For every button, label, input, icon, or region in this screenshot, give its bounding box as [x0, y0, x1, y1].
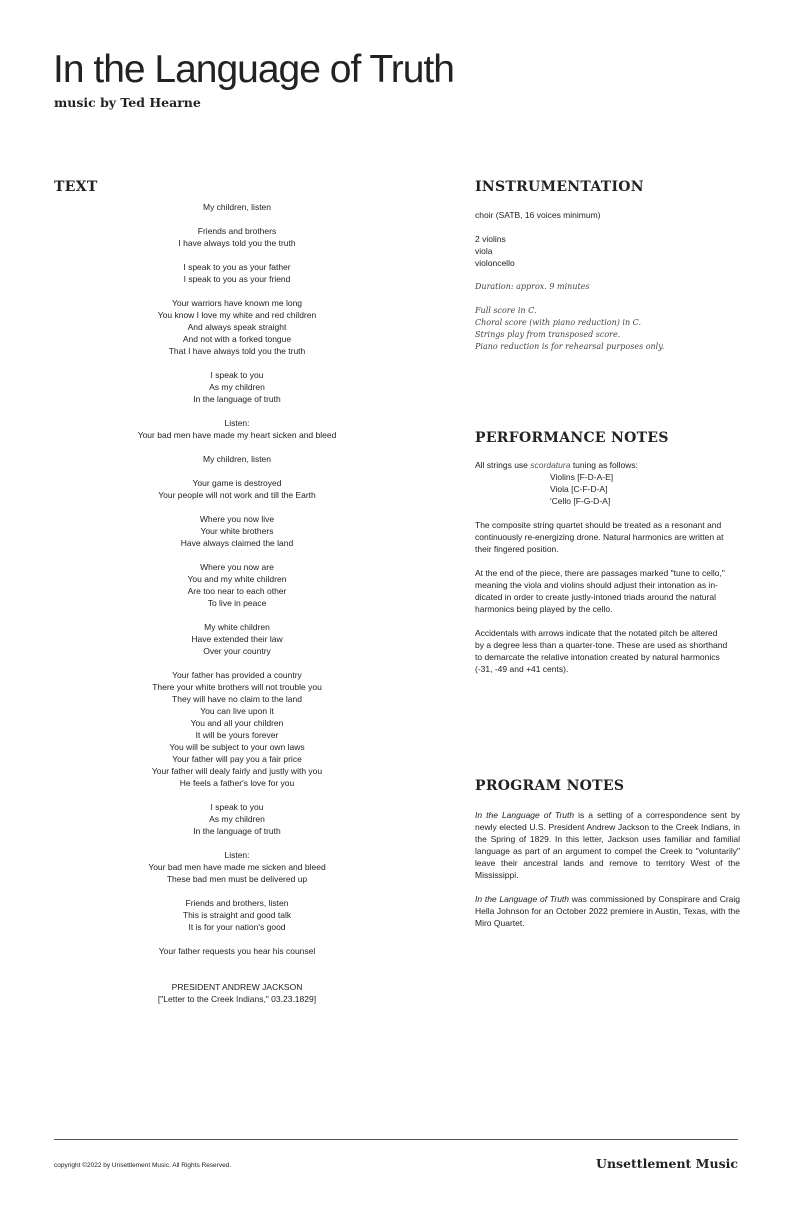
- lyric-line: Friends and brothers: [197, 226, 277, 236]
- tune-paragraph-line: harmonics being played by the cello.: [475, 604, 613, 614]
- lyric-line: There your white brothers will not trouble you: [152, 682, 322, 692]
- lyric-line: Your game is destroyed: [192, 478, 282, 488]
- tuning-cello: 'Cello [F-G-D-A]: [550, 496, 611, 506]
- program-note-paragraph: In the Language of Truth was commissioned by Conspirare and Craig Hella Johnson for an October 2022 premiere in Austin, Texas, with the Miro Quartet.: [475, 894, 741, 928]
- tuning-viola: Viola [C-F-D-A]: [550, 484, 608, 494]
- lyric-line: Where you now live: [199, 514, 275, 524]
- lyric-line: As my children: [209, 814, 265, 824]
- lyric-line: You know I love my white and red children: [157, 310, 317, 320]
- lyric-line: My white children: [204, 622, 270, 632]
- lyric-line: That I have always told you the truth: [168, 346, 306, 356]
- lyric-line: Your bad men have made me sicken and bleed: [148, 862, 326, 872]
- score-note: Piano reduction is for rehearsal purposes only.: [475, 342, 665, 351]
- lyric-line: Listen:: [224, 418, 250, 428]
- footer-divider: [54, 1139, 738, 1140]
- lyric-line: My children, listen: [202, 454, 272, 464]
- lyric-line: Your white brothers: [200, 526, 274, 536]
- drone-paragraph-line: The composite string quartet should be treated as a resonant and: [475, 520, 722, 530]
- score-note: Strings play from transposed score.: [475, 330, 621, 339]
- lyric-line: I speak to you as your father: [183, 262, 291, 272]
- lyric-line: Have extended their law: [191, 634, 283, 644]
- program-notes-block: [475, 809, 740, 929]
- lyric-line: Your father will dealy fairly and justly with you: [151, 766, 323, 776]
- lyric-line: They will have no claim to the land: [172, 694, 302, 704]
- accidentals-paragraph-line: Accidentals with arrows indicate that the notated pitch be altered: [475, 628, 718, 638]
- accidentals-paragraph-line: (-31, -49 and +41 cents).: [475, 664, 569, 674]
- text-heading: TEXT: [54, 179, 98, 195]
- lyric-line: I speak to you: [210, 802, 264, 812]
- lyric-line: Your father requests you hear his counsel: [158, 946, 316, 956]
- tuning-intro: All strings use scordatura tuning as follows:: [475, 460, 639, 470]
- lyric-line: You and all your children: [190, 718, 284, 728]
- copyright-notice: copyright ©2022 by Unsettlement Music. All Rights Reserved.: [54, 1162, 232, 1169]
- drone-paragraph-line: their fingered position.: [475, 544, 559, 554]
- strings-line: 2 violins: [475, 234, 506, 244]
- lyric-line: He feels a father's love for you: [179, 778, 295, 788]
- accidentals-paragraph-line: to demarcate the relative intonation created by natural harmonics: [475, 652, 720, 662]
- composer-credit: music by Ted Hearne: [54, 95, 201, 110]
- lyric-line: Friends and brothers, listen: [185, 898, 289, 908]
- lyric-line: Listen:: [224, 850, 250, 860]
- instrumentation-block: [475, 209, 740, 353]
- lyric-line: Over your country: [203, 646, 271, 656]
- tune-paragraph-line: At the end of the piece, there are passages marked "tune to cello,": [475, 568, 725, 578]
- lyric-line: And not with a forked tongue: [182, 334, 292, 344]
- work-title: In the Language of Truth: [475, 810, 575, 820]
- tune-paragraph-line: meaning the viola and violins should adjust their intonation as in-: [475, 580, 718, 590]
- score-note: Choral score (with piano reduction) in C.: [475, 318, 642, 327]
- lyric-line: In the language of truth: [193, 394, 281, 404]
- accidentals-paragraph-line: by a degree less than a quarter-tone. These are used as shorthand: [475, 640, 728, 650]
- duration-line: Duration: approx. 9 minutes: [475, 282, 590, 291]
- instrumentation-heading: INSTRUMENTATION: [475, 179, 644, 195]
- lyric-line: Your warriors have known me long: [171, 298, 303, 308]
- lyric-line: I speak to you: [210, 370, 264, 380]
- program-note-paragraph: In the Language of Truth is a setting of a correspondence sent by newly elected U.S. President Andrew Jackson to the Creek Indians, in the Spring of 1829. In this letter, Jackson uses familiar and familial language as part of an argument to compel the Creek to "voluntarily" leave their ancestral lands and remove to territory West of the Mississippi.: [475, 810, 740, 880]
- lyric-line: You and my white children: [187, 574, 287, 584]
- lyric-line: You can live upon it: [200, 706, 274, 716]
- lyric-line: I have always told you the truth: [178, 238, 296, 248]
- lyric-line: Your people will not work and till the Earth: [158, 490, 316, 500]
- lyric-line: Your bad men have made my heart sicken and bleed: [137, 430, 337, 440]
- tune-paragraph-line: dicated in order to create justly-intoned triads around the natural: [475, 592, 716, 602]
- strings-line: viola: [475, 246, 493, 256]
- work-title: In the Language of Truth: [475, 894, 570, 904]
- lyric-line: Your father has provided a country: [172, 670, 302, 680]
- performance-notes-block: [475, 459, 740, 675]
- lyric-line: Are too near to each other: [187, 586, 287, 596]
- lyric-line: I speak to you as your friend: [183, 274, 291, 284]
- lyric-line: Your father will pay you a fair price: [172, 754, 302, 764]
- lyric-line: Have always claimed the land: [180, 538, 294, 548]
- program-notes-heading: PROGRAM NOTES: [475, 778, 625, 794]
- lyric-line: Where you now are: [200, 562, 274, 572]
- lyric-line: These bad men must be delivered up: [166, 874, 308, 884]
- publisher-name: Unsettlement Music: [596, 1156, 738, 1171]
- drone-paragraph-line: continuously re-energizing drone. Natural harmonics are written at: [475, 532, 724, 542]
- attribution-name: PRESIDENT ANDREW JACKSON: [171, 982, 303, 992]
- lyric-line: As my children: [209, 382, 265, 392]
- tuning-violins: Violins [F-D-A-E]: [550, 472, 614, 482]
- lyric-line: This is straight and good talk: [182, 910, 292, 920]
- score-note: Full score in C.: [475, 306, 537, 315]
- lyric-line: To live in peace: [207, 598, 267, 608]
- lyric-line: In the language of truth: [193, 826, 281, 836]
- lyric-line: And always speak straight: [187, 322, 287, 332]
- strings-line: violoncello: [475, 258, 515, 268]
- attribution-source: ["Letter to the Creek Indians," 03.23.1829]: [157, 994, 317, 1004]
- lyric-line: My children, listen: [202, 202, 272, 212]
- page-title: In the Language of Truth: [53, 48, 455, 91]
- lyrics-block: [122, 201, 352, 1005]
- lyric-line: It is for your nation's good: [188, 922, 286, 932]
- performance-notes-heading: PERFORMANCE NOTES: [475, 430, 669, 446]
- lyric-line: You will be subject to your own laws: [169, 742, 305, 752]
- lyric-line: It will be yours forever: [195, 730, 279, 740]
- scordatura-term: scordatura: [530, 460, 571, 470]
- choir-line: choir (SATB, 16 voices minimum): [475, 210, 601, 220]
